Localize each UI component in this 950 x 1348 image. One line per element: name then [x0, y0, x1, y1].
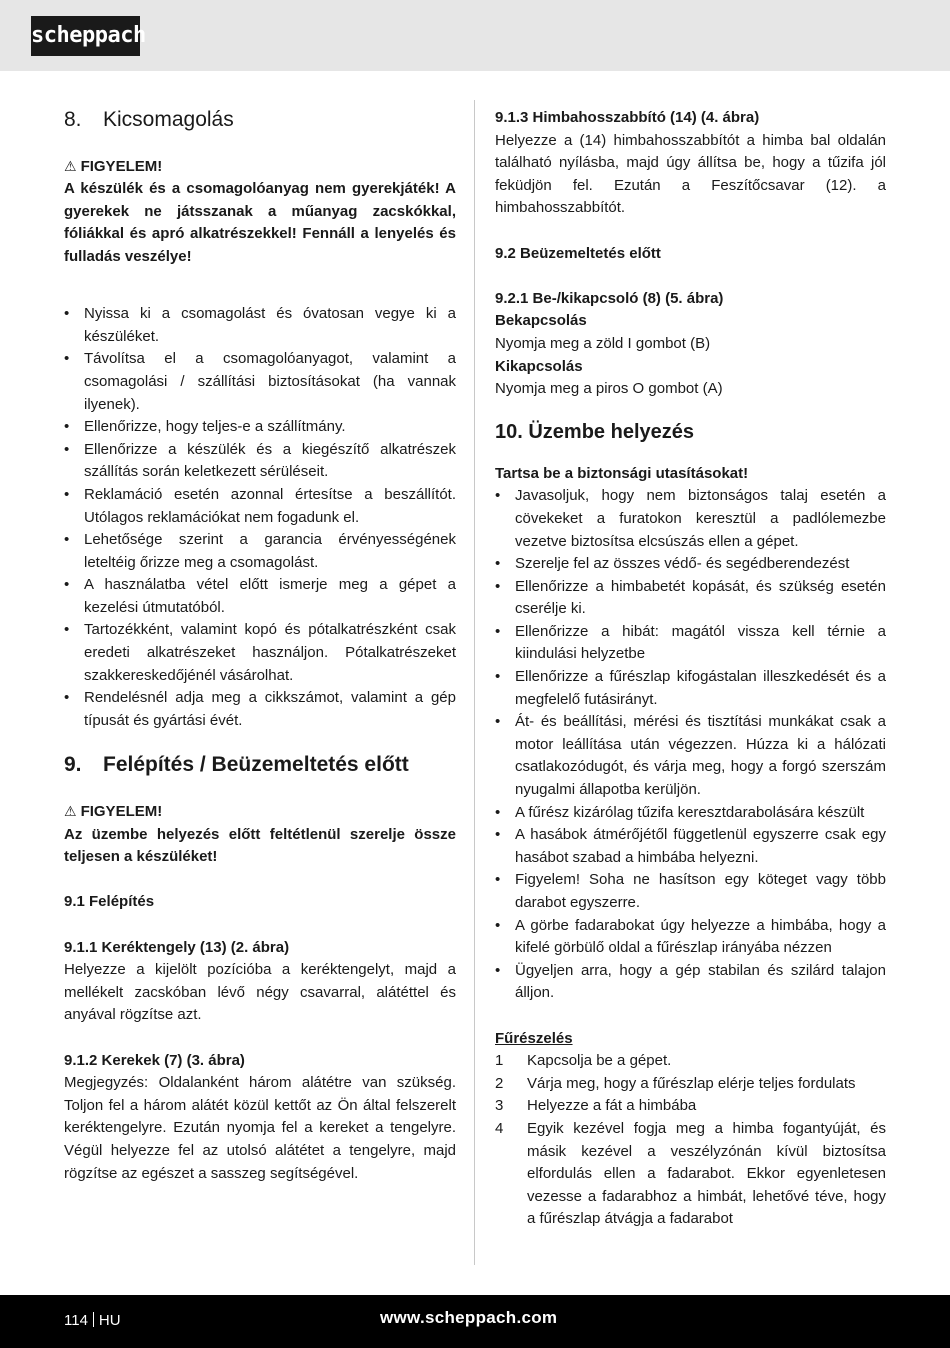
subsection-9-2-1-title: 9.2.1 Be-/kikapcsoló (8) (5. ábra) — [495, 289, 724, 307]
list-item: • Tartozékként, valamint kopó és pótalkatrészként csak eredeti alkatrészeket használjon. Pótalkatrészeket szakkereskedőjénél vásárolhat. — [64, 621, 456, 684]
subsection-9-1-title: 9.1 Felépítés — [64, 893, 155, 911]
list-item: • Ellenőrizze a készülék és a kiegészítő alkatrészek szállítás során keletkezett sérüléseit. — [64, 440, 456, 481]
list-item: • Ügyeljen arra, hogy a gép stabilan és szilárd talajon álljon. — [495, 961, 886, 1002]
step-item: 1 Kapcsolja be a gépet. — [495, 1052, 672, 1070]
subsection-9-1-3-text: Helyezze a (14) himbahosszabbítót a himba bal oldalán található nyílásba, majd úgy állítsa be, hogy a tűzifa jól feküdjön fel. Ezután a Feszítőcsavar (12). a himbahosszabbítót. — [495, 131, 886, 217]
page-footer — [0, 1295, 950, 1348]
list-item: • Figyelem! Soha ne hasítson egy köteget vagy több darabot egyszerre. — [495, 871, 886, 911]
section-title: Felépítés / Beüzemeltetés előtt — [103, 753, 409, 777]
section-number: 9. — [64, 753, 82, 777]
warning-text: FIGYELEM! — [80, 803, 163, 821]
subsection-9-1-3-title: 9.1.3 Himbahosszabbító (14) (4. ábra) — [495, 109, 760, 126]
list-item: • Ellenőrizze a hibát: magától vissza kell térnie a kiindulási helyzetbe — [495, 622, 886, 663]
list-item: • Át- és beállítási, mérési és tisztítási munkákat csak a motor leállítása után végezzen. Húzza ki a hálózati csatlakozódugót, és várja meg, hogy a forgó szerszám nyugalmi állapotba kerüljön. — [495, 713, 886, 799]
list-item: • A fűrész kizárólag tűzifa keresztdarabolására készült — [495, 803, 865, 821]
page-number-value: 114 — [64, 1312, 88, 1329]
right-column — [495, 107, 886, 1231]
off-label: Kikapcsolás — [495, 357, 583, 375]
operation-list — [495, 485, 886, 1005]
safety-label: Tartsa be a biztonsági utasításokat! — [495, 464, 749, 482]
unpacking-list — [64, 303, 456, 732]
subsection-9-1-1-title: 9.1.1 Keréktengely (13) (2. ábra) — [64, 938, 290, 956]
left-column — [64, 107, 456, 1185]
language-code: HU — [98, 1312, 121, 1329]
subsection-9-1-2-text: Megjegyzés: Oldalanként három alátétre van szükség. Toljon fel a három alátét közül kettőt az Ön által felszerelt keréktengelyre. Ezután nyomja fel a kereket a tengelyre. Végül helyezze fel az utolsó alátétet a tengelyre, majd rögzítse az egészet a sasszeg segítségével. — [64, 1074, 456, 1182]
subsection-9-1-2-title: 9.1.2 Kerekek (7) (3. ábra) — [64, 1051, 245, 1069]
warning-text: FIGYELEM! — [80, 157, 163, 175]
list-item: • A görbe fadarabokat úgy helyezze a himbába, hogy a kifelé görbülő oldal a fűrészlap irányába nézzen — [495, 916, 886, 957]
page-number — [64, 1310, 121, 1332]
sawing-steps — [495, 1050, 886, 1231]
list-item: • Rendelésnél adja meg a cikkszámot, valamint a gép típusát és gyártási évét. — [64, 689, 456, 729]
list-item: • Szerelje fel az összes védő- és segédberendezést — [495, 555, 850, 573]
warning-label — [64, 156, 456, 179]
column-divider — [474, 100, 475, 1265]
step-item: 2 Várja meg, hogy a fűrészlap elérje teljes fordulats — [495, 1074, 856, 1092]
step-item: 3 Helyezze a fát a himbába — [495, 1097, 697, 1115]
list-item: • Reklamáció esetén azonnal értesítse a beszállítót. Utólagos reklamációkat nem fogadunk el. — [64, 485, 456, 526]
warning-triangle-icon: ⚠ — [64, 804, 77, 821]
warning-label-2 — [64, 801, 456, 824]
section-8-heading — [64, 107, 456, 133]
section-title: Kicsomagolás — [103, 108, 234, 131]
page-header — [0, 0, 950, 71]
website-link[interactable]: www.scheppach.com — [380, 1308, 558, 1327]
off-text: Nyomja meg a piros O gombot (A) — [495, 380, 723, 398]
section-10-heading: 10. Üzembe helyezés — [495, 420, 694, 443]
list-item: • Távolítsa el a csomagolóanyagot, valamint a csomagolási / szállítási biztosításokat (ha vannak ilyenek). — [64, 350, 456, 413]
list-item: • Ellenőrizze a fűrészlap kifogástalan illeszkedését és a megfelelő futásirányt. — [495, 668, 886, 708]
step-item: 4 Egyik kezével fogja meg a himba fogantyúját, és másik kezével a veszélyzónán kívül biztosítsa elfordulás ellen a fadarabot. Ekkor egyenletesen vezesse a fadarabhoz a himbát, lehetővé téve, hogy a fűrészlap átvágja a fadarabot — [495, 1119, 886, 1228]
sawing-title: Fűrészelés — [495, 1029, 573, 1047]
list-item: • Javasoljuk, hogy nem biztonságos talaj esetén a cövekeket a furatokon keresztül a padlólemezbe vezetve biztosítsa elcsúszás ellen a gépet. — [495, 487, 886, 550]
section-number: 8. — [64, 108, 82, 131]
section-9-heading — [64, 752, 456, 778]
list-item: • Ellenőrizze a himbabetét kopását, és szükség esetén cserélje ki. — [495, 577, 886, 618]
list-item: • Lehetősége szerint a garancia érvényességének leteltéig őrizze meg a csomagolást. — [64, 531, 456, 571]
list-item: • A hasábok átmérőjétől függetlenül egyszerre csak egy hasábot szabad a himbába helyezni. — [495, 826, 886, 866]
warning-triangle-icon: ⚠ — [64, 158, 77, 175]
warning-paragraph: A készülék és a csomagolóanyag nem gyerekjáték! A gyerekek ne játsszanak a műanyag zacskókkal, fóliákkal és apró alkatrészekkel! Fennáll a lenyelés és fulladás veszélye! — [64, 180, 456, 265]
list-item: • A használatba vétel előtt ismerje meg a gépet a kezelési útmutatóból. — [64, 576, 456, 616]
list-item: • Nyissa ki a csomagolást és óvatosan vegye ki a készüléket. — [64, 305, 456, 345]
subsection-9-2-title: 9.2 Beüzemeltetés előtt — [495, 244, 661, 262]
on-label: Bekapcsolás — [495, 312, 587, 330]
scheppach-logo: scheppach — [31, 16, 140, 56]
list-item: • Ellenőrizze, hogy teljes-e a szállítmány. — [64, 418, 346, 436]
on-text: Nyomja meg a zöld I gombot (B) — [495, 334, 711, 352]
subsection-9-1-1-text: Helyezze a kijelölt pozícióba a keréktengelyt, majd a mellékelt zacskóban lévő négy csavarral, alátéttel és anyával rögzítse azt. — [64, 961, 456, 1024]
warning-paragraph-2: Az üzembe helyezés előtt feltétlenül szerelje össze teljesen a készüléket! — [64, 825, 456, 866]
